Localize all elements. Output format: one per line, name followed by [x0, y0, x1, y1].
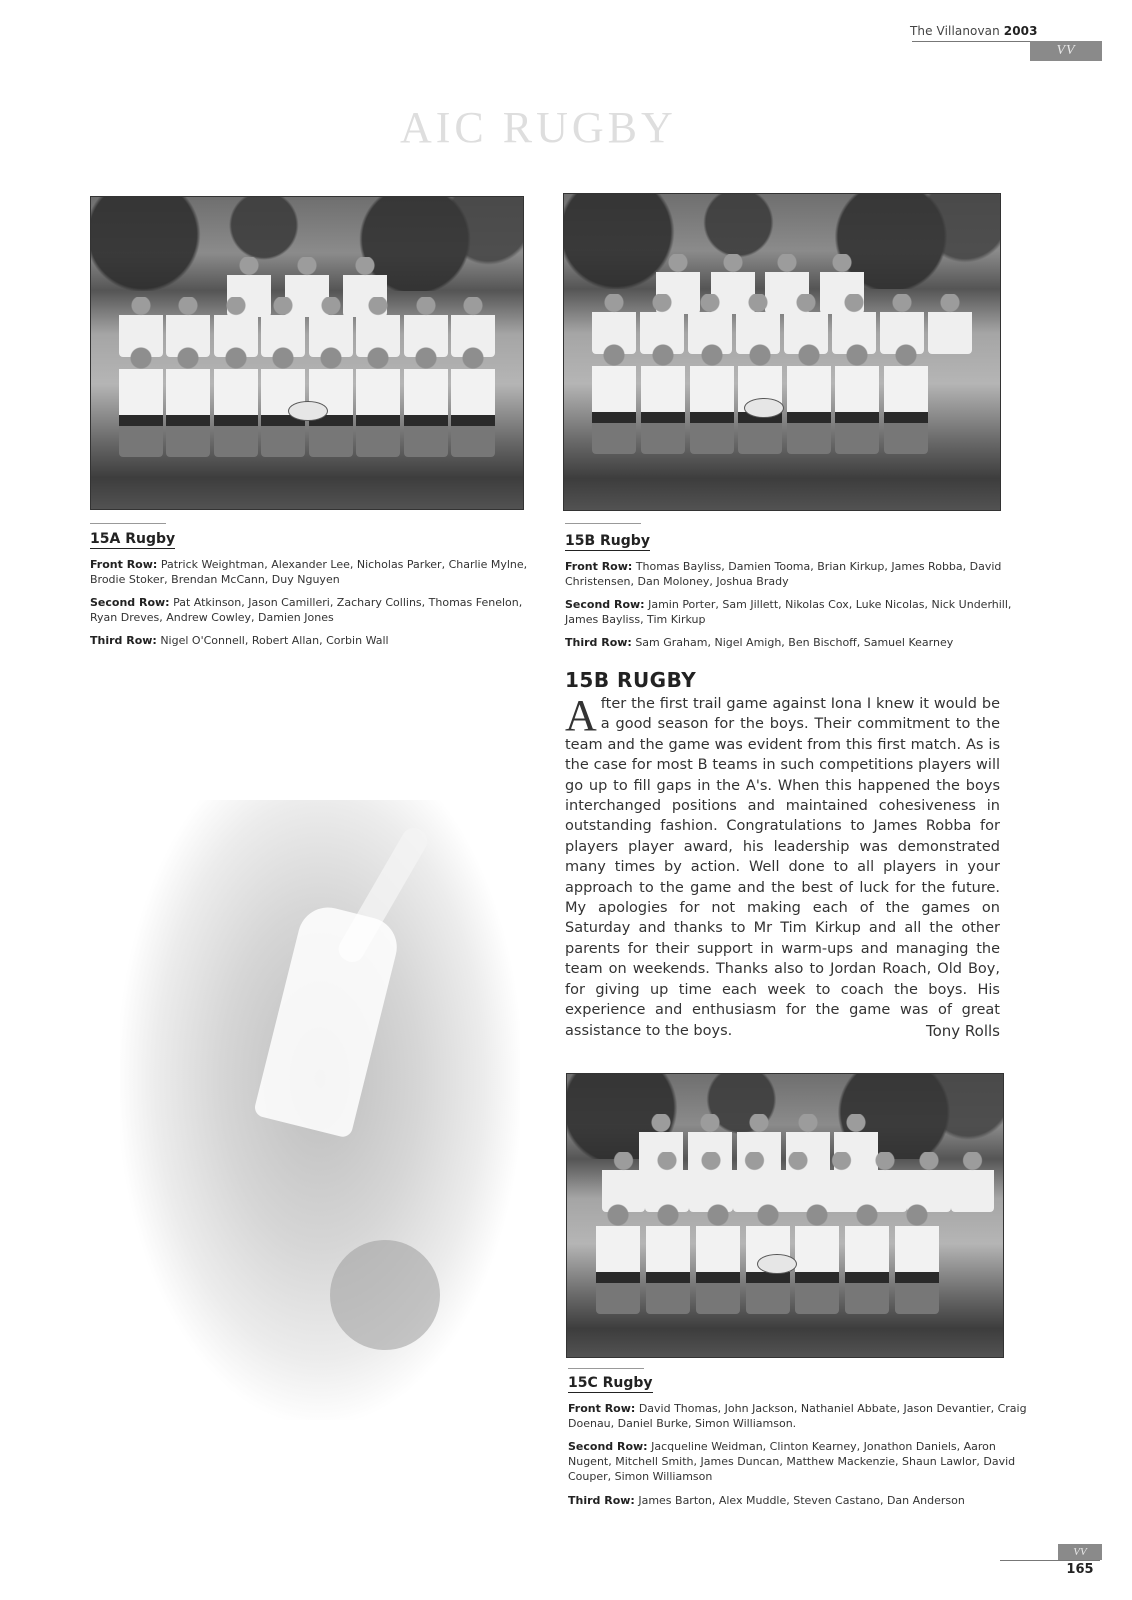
row-names: Sam Graham, Nigel Amigh, Ben Bischoff, Samuel Kearney	[635, 636, 954, 649]
row-label: Front Row:	[565, 560, 633, 573]
drop-cap: A	[565, 691, 597, 740]
row-label: Second Row:	[568, 1440, 648, 1453]
row-label: Front Row:	[90, 558, 158, 571]
article-text: fter the first trail game against Iona I knew it would be a good season for the boys. Their commitment to the team and the game was evident from this first match. As is the case for most B teams in such competitions players will go up to fill gaps in the A's. When this happened the boys interchanged positions and maintained cohesiveness in outstanding fashion. Congratulations to James Robba for players player award, his leadership was demonstrated many times by action. Well done to all players in your approach to the game and the best of luck for the future. My apologies for not making each of the games on Saturday and thanks to Mr Tim Kirkup and all the other parents for their support in warm-ups and managing the team on weekends. Thanks also to Jordan Roach, Old Boy, for giving up time each week to coach the boys. His experience and enthusiasm for the game was of great assistance to the boys.	[565, 696, 1000, 1039]
publication-name: The Villanovan	[910, 24, 1000, 38]
caption-row-15b-third	[565, 635, 1025, 650]
rugby-ball	[757, 1254, 797, 1274]
row-names: Jacqueline Weidman, Clinton Kearney, Jonathon Daniels, Aaron Nugent, Mitchell Smith, James Duncan, Matthew Mackenzie, Shaun Lawlor, David Couper, Simon Williamson	[568, 1440, 1016, 1483]
caption-row-15a-second	[90, 595, 550, 625]
page-title: AIC RUGBY	[400, 103, 677, 152]
running-head	[910, 24, 1100, 38]
caption-row-15b-front	[565, 559, 1025, 589]
caption-title-15b: 15B Rugby	[565, 533, 650, 549]
row-names: Jamin Porter, Sam Jillett, Nikolas Cox, Luke Nicolas, Nick Underhill, James Bayliss, Tim Kirkup	[565, 598, 1012, 626]
article-heading: 15B RUGBY	[565, 668, 697, 692]
row-names: Pat Atkinson, Jason Camilleri, Zachary Collins, Thomas Fenelon, Ryan Dreves, Andrew Cowley, Damien Jones	[90, 596, 523, 624]
rugby-ball	[288, 401, 328, 421]
villanovan-logo-icon: VV	[1030, 41, 1102, 61]
row-label: Third Row:	[565, 636, 632, 649]
row-label: Third Row:	[568, 1494, 635, 1507]
row-names: Nigel O'Connell, Robert Allan, Corbin Wall	[160, 634, 389, 647]
caption-row-15c-second	[568, 1439, 1028, 1484]
caption-rule	[565, 523, 641, 524]
caption-row-15a-front	[90, 557, 550, 587]
row-label: Second Row:	[90, 596, 170, 609]
lineout-photo	[120, 800, 520, 1420]
footer-logo-icon: VV	[1058, 1544, 1102, 1560]
rugby-ball	[744, 398, 784, 418]
caption-rule	[90, 523, 166, 524]
caption-title-15c: 15C Rugby	[568, 1375, 653, 1391]
article-body	[565, 691, 1000, 1041]
photo-middle-row	[602, 1152, 994, 1212]
caption-row-15a-third	[90, 633, 550, 648]
caption-title-15a: 15A Rugby	[90, 531, 176, 547]
footer-rule	[1000, 1560, 1100, 1561]
row-names: James Barton, Alex Muddle, Steven Castano, Dan Anderson	[638, 1494, 965, 1507]
row-label: Second Row:	[565, 598, 645, 611]
caption-row-15b-second	[565, 597, 1025, 627]
row-label: Front Row:	[568, 1402, 636, 1415]
article-author: Tony Rolls	[925, 1022, 1000, 1040]
row-names: David Thomas, John Jackson, Nathaniel Abbate, Jason Devantier, Craig Doenau, Daniel Burke, Simon Williamson.	[568, 1402, 1027, 1430]
caption-rule	[568, 1368, 644, 1369]
row-names: Thomas Bayliss, Damien Tooma, Brian Kirkup, James Robba, David Christensen, Dan Moloney, Joshua Brady	[565, 560, 1002, 588]
team-photo-15b	[563, 193, 1001, 511]
team-photo-15a	[90, 196, 524, 510]
caption-row-15c-third	[568, 1493, 1028, 1508]
caption-row-15c-front	[568, 1401, 1028, 1431]
row-names: Patrick Weightman, Alexander Lee, Nicholas Parker, Charlie Mylne, Brodie Stoker, Brendan McCann, Duy Nguyen	[90, 558, 528, 586]
lifter-figure	[330, 1240, 440, 1350]
team-photo-15c	[566, 1073, 1004, 1358]
publication-year: 2003	[1003, 24, 1038, 38]
page-number: 165	[1066, 1562, 1094, 1577]
jumper-figure	[253, 901, 403, 1139]
row-label: Third Row:	[90, 634, 157, 647]
